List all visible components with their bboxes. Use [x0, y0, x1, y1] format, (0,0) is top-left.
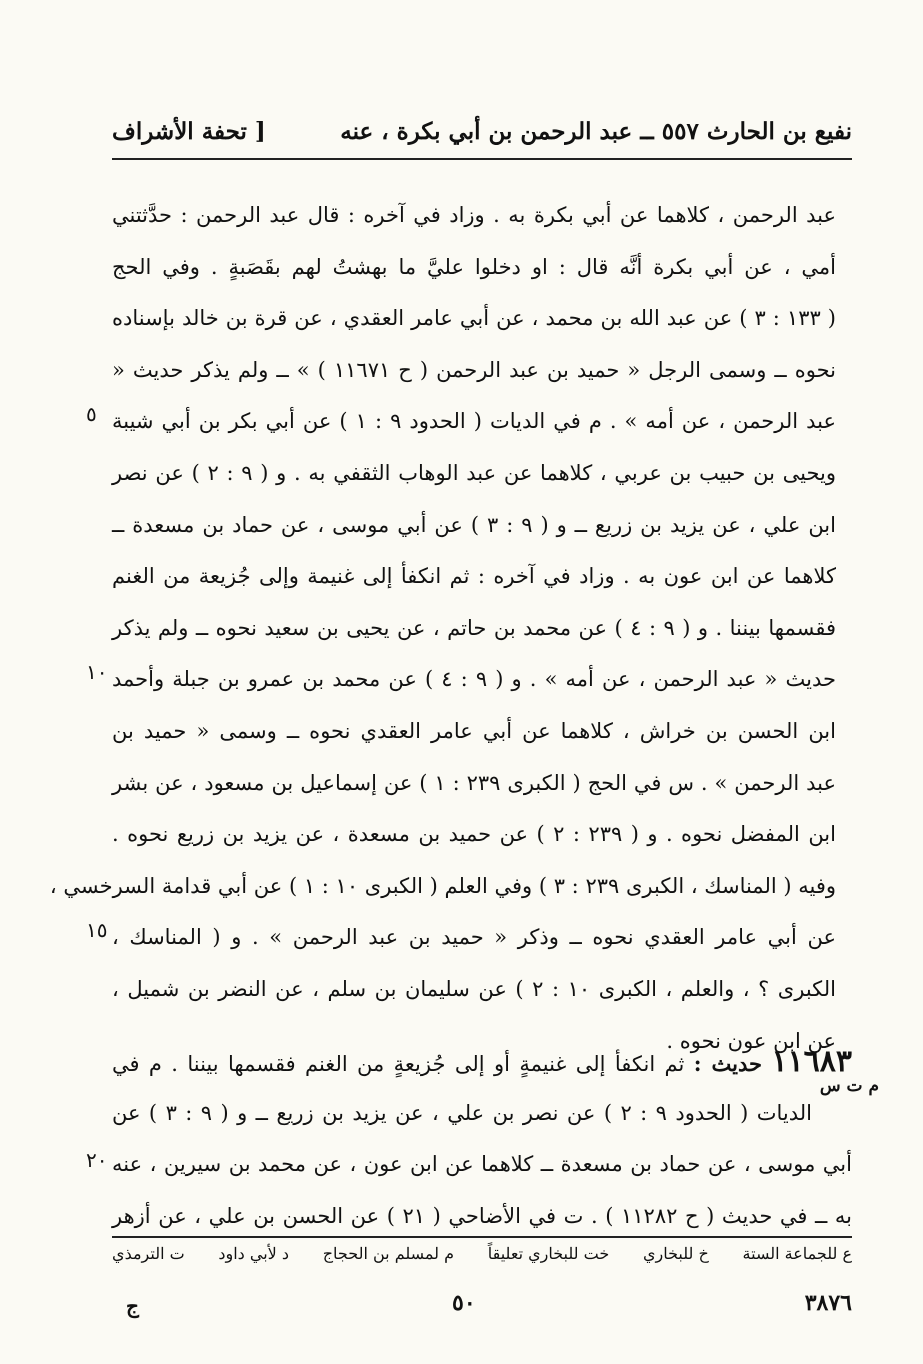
text-line: أبي موسى ، عن حماد بن مسعدة ــ كلاهما عن ابن عون ، عن محمد بن سيرين ، عنه: [112, 1152, 852, 1177]
volume-page-number: ٣٨٧٦: [804, 1290, 852, 1316]
header-rule: [112, 158, 852, 160]
line-number: ٥: [86, 402, 97, 426]
entry-sigla: م ت س: [819, 1076, 879, 1096]
line-number: ٢٠: [86, 1148, 108, 1172]
header-chapter-title: نفيع بن الحارث ٥٥٧ ــ عبد الرحمن بن أبي بكرة ، عنه: [340, 118, 852, 145]
legend-item: ع للجماعة الستة: [742, 1244, 852, 1263]
legend-item: خت للبخاري تعليقاً: [487, 1244, 610, 1263]
text-line: كلاهما عن ابن عون به . وزاد في آخره : ثم انكفأ إلى غنيمة وإلى جُزيعة من الغنم: [112, 564, 836, 589]
sigla-legend: [112, 1244, 852, 1274]
text-line: أمي ، عن أبي بكرة أنَّه قال : او دخلوا عليَّ ما بهشتُ لهم بقَصَبةٍ . وفي الحج: [112, 254, 836, 279]
entry-number: ١١٦٨٣: [771, 1044, 852, 1079]
text-line: ( ١٣٣ : ٣ ) عن عبد الله بن محمد ، عن أبي عامر العقدي ، عن قرة بن خالد بإسناده: [112, 306, 836, 331]
text-line: عن ابن عون نحوه .: [666, 1028, 836, 1053]
text-line: ويحيى بن حبيب بن عربي ، كلاهما عن عبد الوهاب الثقفي به . و ( ٩ : ٢ ) عن نصر: [112, 460, 836, 485]
text-line: به ــ في حديث ( ح ١١٢٨٢ ) . ت في الأضاحي ( ٢١ ) عن الحسن بن علي ، عن أزهر: [112, 1203, 852, 1228]
line-number: ١٠: [86, 660, 108, 684]
text-line: ابن المفضل نحوه . و ( ٢٣٩ : ٢ ) عن حميد بن مسعدة ، عن يزيد بن زريع نحوه .: [112, 822, 836, 847]
text-line: حديث « عبد الرحمن ، عن أمه » . و ( ٩ : ٤ ) عن محمد بن عمرو بن جبلة وأحمد: [112, 667, 836, 692]
legend-item: خ للبخاري: [642, 1244, 709, 1263]
legend-item: ت الترمذي: [112, 1244, 185, 1263]
legend-item: د لأبي داود: [218, 1244, 290, 1263]
page-number: ٥٠: [452, 1290, 476, 1316]
hadith-entry: [112, 1036, 852, 1242]
text-line: عن أبي عامر العقدي نحوه ــ وذكر « حميد بن عبد الرحمن » . و ( المناسك ،: [112, 925, 836, 950]
text-line: عبد الرحمن » . س في الحج ( الكبرى ٢٣٩ : ١ ) عن إسماعيل بن مسعود ، عن بشر: [112, 770, 836, 795]
text-line: نحوه ــ وسمى الرجل « حميد بن عبد الرحمن ( ح ١١٦٧١ ) » ــ ولم يذكر حديث «: [112, 357, 836, 382]
text-line: الديات ( الحدود ٩ : ٢ ) عن نصر بن علي ، عن يزيد بن زريع ــ و ( ٩ : ٣ ) عن: [112, 1100, 812, 1125]
text-line: عبد الرحمن ، عن أمه » . م في الديات ( الحدود ٩ : ١ ) عن أبي بكر بن أبي شيبة: [112, 409, 836, 434]
entry-first-line: [112, 1036, 852, 1088]
text-line: ابن الحسن بن خراش ، كلاهما عن أبي عامر العقدي نحوه ــ وسمى « حميد بن: [112, 718, 836, 743]
text-line: وفيه ( المناسك ، الكبرى ٢٣٩ : ٣ ) وفي العلم ( الكبرى ١٠ : ١ ) عن أبي قدامة السرخسي ،: [49, 873, 836, 898]
line-number: ١٥: [86, 918, 108, 942]
running-header: [112, 112, 852, 156]
legend-item: م لمسلم بن الحجاج: [322, 1244, 455, 1263]
signature-mark: ج: [126, 1294, 139, 1318]
footer-rule: [112, 1236, 852, 1238]
text-line: عبد الرحمن ، كلاهما عن أبي بكرة به . وزاد في آخره : قال عبد الرحمن : حدَّثتني: [112, 203, 836, 227]
page-footer: [112, 1290, 852, 1330]
header-book-title: [ تحفة الأشراف: [112, 118, 266, 145]
entry-text: ثم انكفأ إلى غنيمةٍ أو إلى جُزيعةٍ من الغنم فقسمها بيننا . م في: [112, 1052, 685, 1076]
text-line: الكبرى ؟ ، والعلم ، الكبرى ١٠ : ٢ ) عن سليمان بن سلم ، عن النضر بن شميل ،: [112, 976, 836, 1001]
text-line: ابن علي ، عن يزيد بن زريع ــ و ( ٩ : ٣ ) عن أبي موسى ، عن حماد بن مسعدة ــ: [112, 512, 836, 537]
text-line: فقسمها بيننا . و ( ٩ : ٤ ) عن محمد بن حاتم ، عن يحيى بن سعيد نحوه ــ ولم يذكر: [112, 615, 836, 640]
entry-keyword: حديث :: [693, 1051, 763, 1076]
